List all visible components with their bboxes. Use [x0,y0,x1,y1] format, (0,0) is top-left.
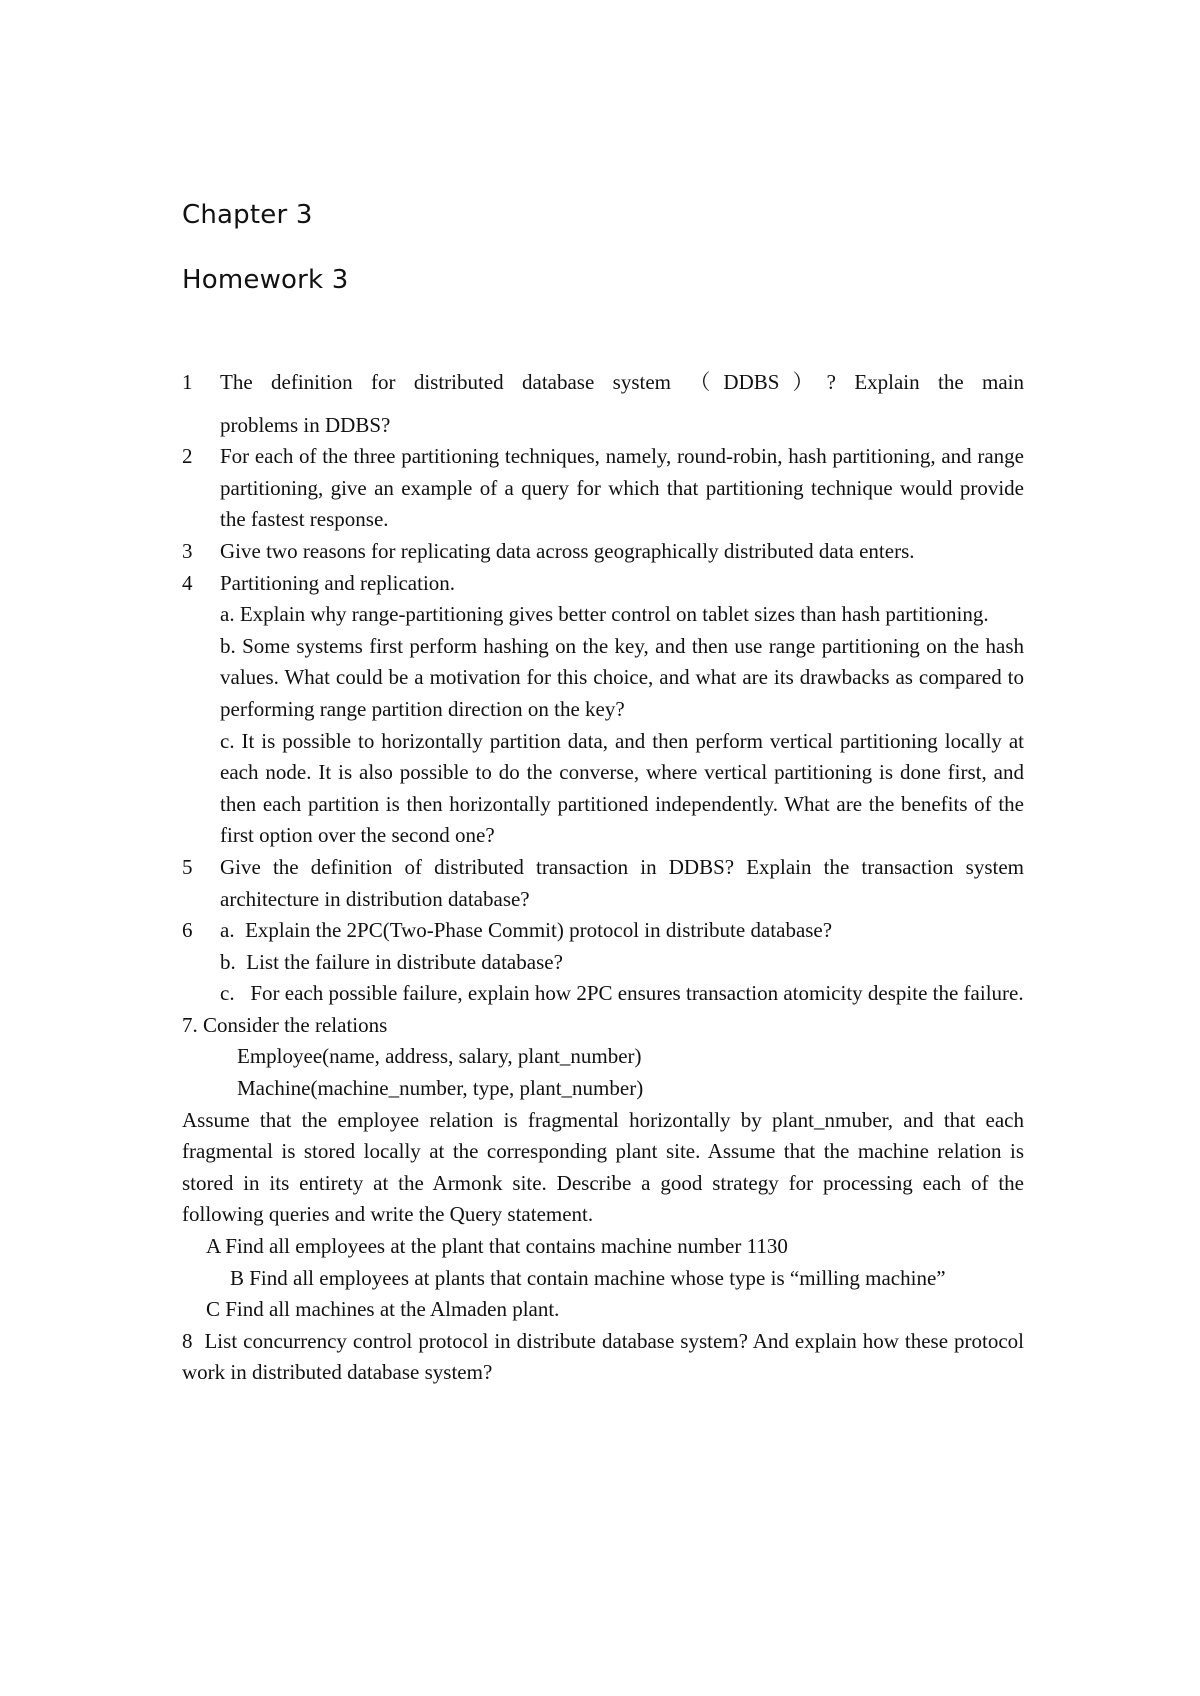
query-a: A Find all employees at the plant that contains machine number 1130 [206,1234,788,1259]
question-7-body: Assume that the employee relation is fragmental horizontally by plant_nmuber, and that each fragmental is stored locally at the corresponding plant site. Assume that the machine relation is stored in its entirety at the Armonk site. Describe a good strategy for processing each of the following queries and write the Query statement. [182,1107,1024,1227]
question-4-part-a: a. Explain why range-partitioning gives better control on tablet sizes than hash partitioning. [220,602,989,627]
question-7-intro: 7. Consider the relations [182,1012,388,1037]
question-6-part-a: a. Explain the 2PC(Two-Phase Commit) protocol in distribute database? [220,918,833,943]
chapter-title: Chapter 3 [182,200,313,230]
query-c: C Find all machines at the Almaden plant. [206,1297,560,1322]
question-4-part-c: c. It is possible to horizontally partition data, and then perform vertical partitioning locally at each node. It is also possible to do the converse, where vertical partitioning is done first, and then each partition is then horizontally partitioned independently. What are the benefits of the first option over the second one? [220,728,1024,848]
question-5 [182,852,1024,915]
question-number: 2 [182,444,193,469]
question-8: 8 List concurrency control protocol in distribute database system? And explain how these protocol work in distributed database system? [182,1328,1024,1385]
question-number: 6 [182,918,193,943]
question-2-text: For each of the three partitioning techniques, namely, round-robin, hash partitioning, and range partitioning, give an example of a query for which that partitioning technique would provide the fastest response. [220,444,1024,532]
question-1 [182,367,1024,441]
question-3 [182,536,1024,568]
relation-machine: Machine(machine_number, type, plant_number) [237,1076,644,1101]
question-number: 1 [182,370,193,394]
question-6-part-b: b. List the failure in distribute database? [220,949,563,974]
question-number: 3 [182,538,193,563]
question-6 [182,915,1024,1010]
relation-employee: Employee(name, address, salary, plant_number) [237,1044,642,1069]
question-4-part-b: b. Some systems first perform hashing on the key, and then use range partitioning on the hash values. What could be a motivation for this choice, and what are its drawbacks as compared to performing range partition direction on the key? [220,633,1024,721]
question-1-line-2: problems in DDBS? [220,412,391,437]
question-4 [182,568,1024,852]
question-number: 4 [182,570,193,595]
question-number: 5 [182,854,193,879]
question-5-text: Give the definition of distributed transaction in DDBS? Explain the transaction system architecture in distribution database? [220,854,1024,911]
homework-title: Homework 3 [182,265,349,295]
question-1-line-1: The definition for distributed database system （DDBS）? Explain the main [220,370,1024,394]
question-2 [182,441,1024,536]
question-4-title: Partitioning and replication. [220,570,456,595]
question-7 [182,1010,1024,1326]
question-list [182,367,1024,1389]
question-6-part-c: c. For each possible failure, explain how 2PC ensures transaction atomicity despite the failure. [220,981,1024,1006]
question-3-text: Give two reasons for replicating data across geographically distributed data enters. [220,538,915,563]
query-b: B Find all employees at plants that contain machine whose type is “milling machine” [230,1265,946,1290]
